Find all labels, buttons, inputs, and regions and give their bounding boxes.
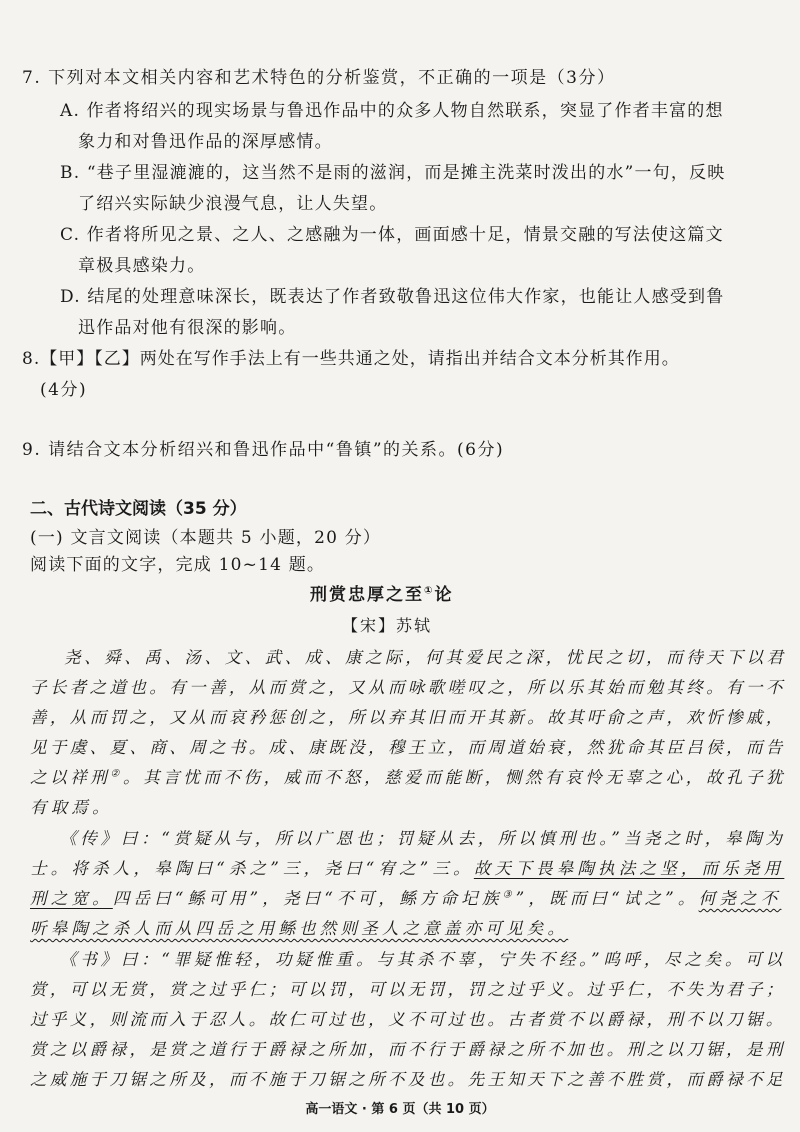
- passage-line: 见于虞、夏、商、周之书。成、康既没，穆王立，而周道始衰，然犹命其臣吕侯，而告: [30, 738, 786, 757]
- passage-text: ”，既而曰“试之”。: [515, 889, 699, 908]
- passage-line: 善，从而罚之，又从而哀矜惩创之，所以弃其旧而开其新。故其吁俞之声，欢忻惨戚，: [30, 708, 786, 727]
- footnote-marker: ①: [424, 585, 435, 597]
- question-7-option-a-line2: 象力和对鲁迅作品的深厚感情。: [78, 132, 333, 152]
- reading-instruction: 阅读下面的文字，完成 10~14 题。: [30, 555, 326, 575]
- passage-line: 子长者之道也。有一善，从而赏之，又从而咏歌嗟叹之，所以乐其始而勉其终。有一不: [30, 678, 786, 697]
- passage-line: 有取焉。: [30, 798, 113, 817]
- passage-line: 尧、舜、禹、汤、文、武、成、康之际，何其爱民之深，忧民之切，而待天下以君: [64, 648, 787, 667]
- question-7-option-d-line2: 迅作品对他有很深的影响。: [78, 318, 297, 338]
- question-7-option-b-line2: 了绍兴实际缺少浪漫气息，让人失望。: [78, 194, 388, 214]
- page-footer: 高一语文 · 第 6 页（共 10 页）: [305, 1102, 495, 1117]
- question-7-option-c-line1: C. 作者将所见之景、之人、之感融为一体，画面感十足，情景交融的写法使这篇文: [60, 225, 724, 245]
- passage-line: [30, 917, 568, 941]
- passage-text: 四岳曰“鲧可用”，尧曰“不可，鲧方命圮族: [112, 889, 503, 908]
- question-8-line1: 8.【甲】【乙】两处在写作手法上有一些共通之处，请指出并结合文本分析其作用。: [22, 349, 680, 369]
- passage-title-text: 刑赏忠厚之至: [310, 585, 424, 605]
- passage-text: 。其言忧而不伤，威而不怒，慈爱而能断，恻然有哀怜无辜之心，故孔子犹: [122, 768, 787, 787]
- section-heading: 二、古代诗文阅读（35 分）: [30, 499, 247, 519]
- passage-line: [30, 857, 784, 881]
- question-9: 9. 请结合文本分析绍兴和鲁迅作品中“鲁镇”的关系。(6分): [22, 440, 505, 460]
- question-7-option-c-line2: 章极具感染力。: [78, 256, 206, 276]
- subsection-heading: (一) 文言文阅读（本题共 5 小题，20 分）: [30, 528, 382, 548]
- underlined-sentence: 刑之宽。: [30, 889, 113, 908]
- wavy-underlined-sentence: 听皋陶之杀人而从四岳之用鲧也然则圣人之意盖亦可见矣。: [30, 919, 569, 938]
- footnote-marker: ②: [110, 768, 123, 780]
- question-7-stem: 7. 下列对本文相关内容和艺术特色的分析鉴赏，不正确的一项是（3分）: [22, 68, 616, 88]
- passage-title-end: 论: [434, 585, 454, 605]
- passage-line: 《书》曰：“罪疑惟轻，功疑惟重。与其杀不辜，宁失不经。”呜呼，尽之矣。可以: [60, 950, 786, 969]
- passage-author: 【宋】苏轼: [342, 616, 433, 635]
- passage-text: 士。将杀人，皋陶曰“杀之”三，尧曰“宥之”三。: [30, 859, 474, 878]
- underlined-sentence: 故天下畏皋陶执法之坚，而乐尧用: [473, 859, 785, 878]
- passage-line: 《传》曰：“赏疑从与，所以广恩也；罚疑从去，所以慎刑也。”当尧之时，皋陶为: [60, 829, 786, 848]
- passage-line: [30, 887, 781, 911]
- passage-line: 之威施于刀锯之所及，而不施于刀锯之所不及也。先王知天下之善不胜赏，而爵禄不足: [30, 1070, 786, 1089]
- wavy-underlined-sentence: 何尧之不: [698, 889, 782, 908]
- passage-text: 之以祥刑: [30, 768, 111, 787]
- passage-line: 赏，可以无赏，赏之过乎仁；可以罚，可以无罚，罚之过乎义。过乎仁，不失为君子；: [30, 980, 786, 999]
- question-7-option-b-line1: B. “巷子里湿漉漉的，这当然不是雨的滋润，而是摊主洗菜时泼出的水”一句，反映: [60, 163, 726, 183]
- passage-title: [310, 583, 453, 607]
- question-7-option-a-line1: A. 作者将绍兴的现实场景与鲁迅作品中的众多人物自然联系，突显了作者丰富的想: [60, 101, 724, 121]
- passage-line: 过乎义，则流而入于忍人。故仁可过也，义不可过也。古者赏不以爵禄，刑不以刀锯。: [30, 1010, 786, 1029]
- passage-line: 赏之以爵禄，是赏之道行于爵禄之所加，而不行于爵禄之所不加也。刑之以刀锯，是刑: [30, 1040, 786, 1059]
- passage-line: [30, 766, 786, 790]
- question-7-option-d-line1: D. 结尾的处理意味深长，既表达了作者致敬鲁迅这位伟大作家，也能让人感受到鲁: [60, 287, 725, 307]
- footnote-marker: ③: [502, 889, 516, 901]
- question-8-line2: (4分): [40, 380, 88, 400]
